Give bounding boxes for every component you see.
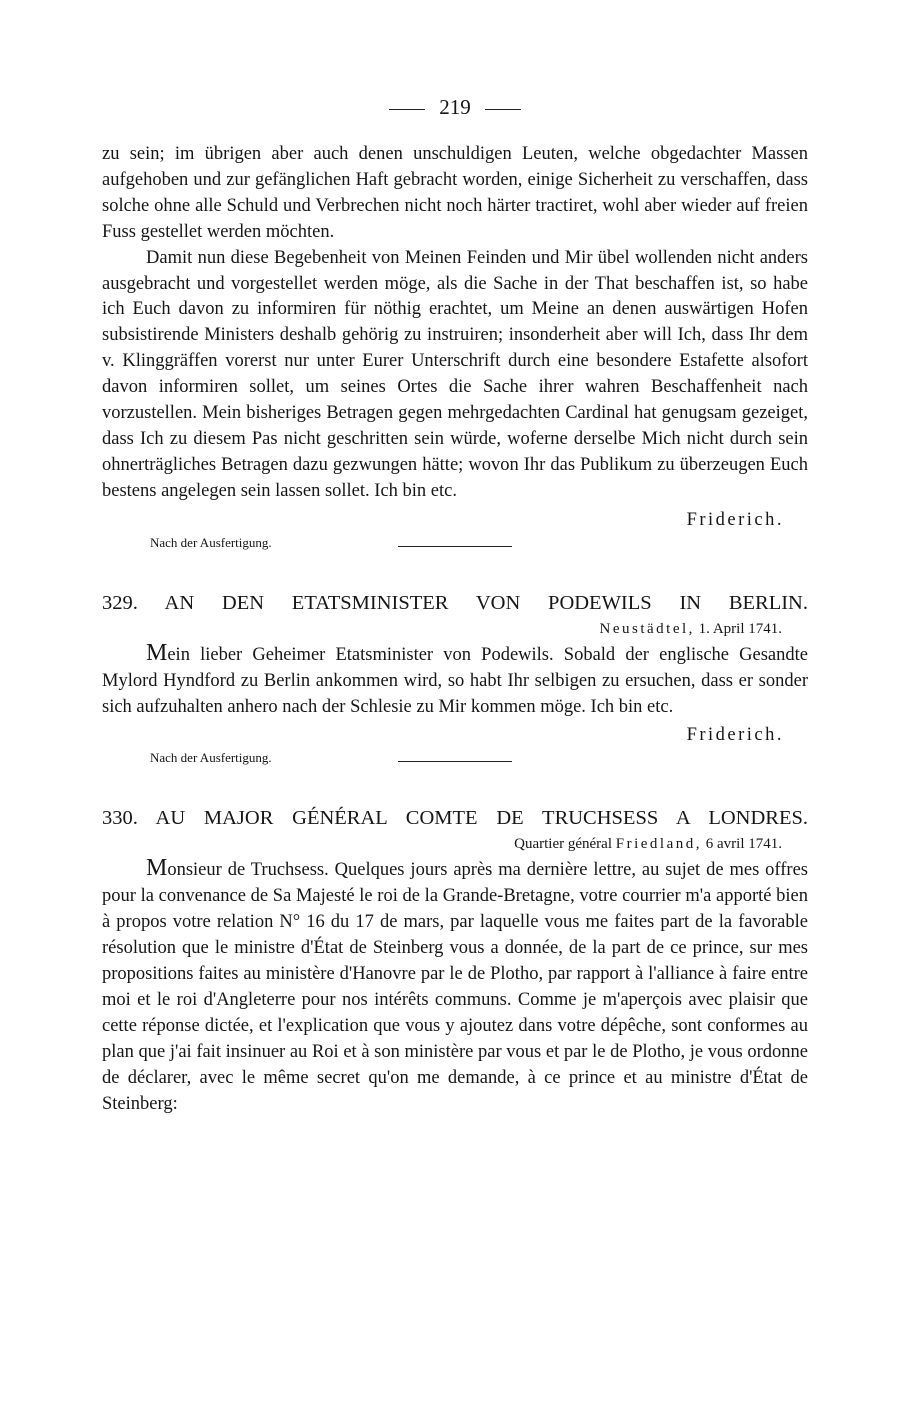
letter-body bbox=[102, 641, 808, 721]
letter-text: ein lieber Geheimer Etatsminister von Podewils. Sobald der englische Gesandte Mylord Hyndford zu Berlin ankommen wird, so habt Ihr selbigen zu ersuchen, dass er sonder sich aufzuhalten anhero nach der Schlesie zu Mir kommen möge. Ich bin etc. bbox=[102, 644, 808, 717]
letter-heading: 329. AN DEN ETATSMINISTER VON PODEWILS IN BERLIN. bbox=[102, 591, 808, 614]
initial-capital: M bbox=[146, 639, 168, 666]
initial-capital: M bbox=[146, 855, 168, 882]
source-note: Nach der Ausfertigung. bbox=[150, 534, 272, 550]
dateline bbox=[102, 617, 782, 641]
page-number: 219 bbox=[439, 95, 471, 119]
section-rule bbox=[398, 761, 512, 762]
place: Friedland, bbox=[615, 836, 702, 853]
head-dash-right bbox=[485, 109, 521, 110]
source-row bbox=[102, 533, 808, 559]
date: 1. April 1741. bbox=[698, 620, 782, 637]
letter-text: onsieur de Truchsess. Quelques jours après ma dernière lettre, au sujet de mes offres pour la convenance de Sa Majesté le roi de la Grande-Bretagne, votre courrier m'a apporté bien à propos votre relation N° 16 du 17 de mars, par laquelle vous me faites part de la favorable résolution que le ministre d'État de Steinberg vous a donnée, de la part de ce prince, sur mes propositions faites au ministère d'Hanovre par le de Plotho, par rapport à l'alliance à faire entre moi et le roi d'Angleterre pour nos intérêts communs. Comme je m'aperçois avec plaisir que cette réponse dictée, et l'explication que vous y ajoutez dans votre dépêche, sont conformes au plan que j'ai fait insinuer au Roi et à son ministère par vous et par le de Plotho, je vous ordonne de déclarer, avec le même secret qu'on me demande, à ce prince et au ministre d'État de Steinberg: bbox=[102, 860, 808, 1114]
place: Neustädtel, bbox=[599, 620, 695, 637]
continuation-paragraph: zu sein; im übrigen aber auch denen unschuldigen Leuten, welche obgedachter Massen aufgehoben und zur gefänglichen Haft gebracht worden, einige Sicherheit zu verschaffen, dass solche ohne alle Schuld und Verbrechen nicht noch härter tractiret, wohl aber wieder auf freien Fuss gestellet werden möchten. bbox=[102, 144, 808, 242]
place-prefix: Quartier général bbox=[514, 836, 612, 853]
head-dash-left bbox=[389, 109, 425, 110]
signature: Friderich. bbox=[686, 725, 784, 746]
signature: Friderich. bbox=[686, 509, 784, 530]
running-head bbox=[102, 90, 808, 124]
section-rule bbox=[398, 546, 512, 547]
letter-body bbox=[102, 856, 808, 1117]
page bbox=[102, 90, 808, 1117]
letter-heading: 330. AU MAJOR GÉNÉRAL COMTE DE TRUCHSESS A LONDRES. bbox=[102, 807, 808, 830]
continuation-paragraph: Damit nun diese Begebenheit von Meinen Feinden und Mir übel wollenden nicht anders ausgebracht und vorgestellet werden möge, als die Sache in der That beschaffen ist, so habe ich Euch davon zu informiren für nöthig erachtet, um Meine an denen auswärtigen Hofen subsistirende Ministers deshalb gehörig zu instruiren; insonderheit aber will Ich, dass Ihr dem v. Klinggräffen vorerst nur unter Eurer Unterschrift durch eine besondere Estafette alsofort davon informiren sollet, um seines Ortes die Sache ihrer wahren Beschaffenheit nach vorzustellen. Mein bisheriges Betragen gegen mehrgedachten Cardinal hat genugsam gezeiget, dass Ich zu diesem Pas nicht geschritten sein würde, woferne derselbe Mich nicht durch sein ohnerträgliches Betragen dazu gezwungen hätte; wovon Ihr das Publikum zu überzeugen Euch bestens angelegen sein lassen sollet. Ich bin etc. bbox=[102, 247, 808, 501]
dateline bbox=[102, 832, 782, 856]
source-note: Nach der Ausfertigung. bbox=[150, 750, 272, 766]
source-row bbox=[102, 748, 808, 774]
date: 6 avril 1741. bbox=[705, 836, 782, 853]
